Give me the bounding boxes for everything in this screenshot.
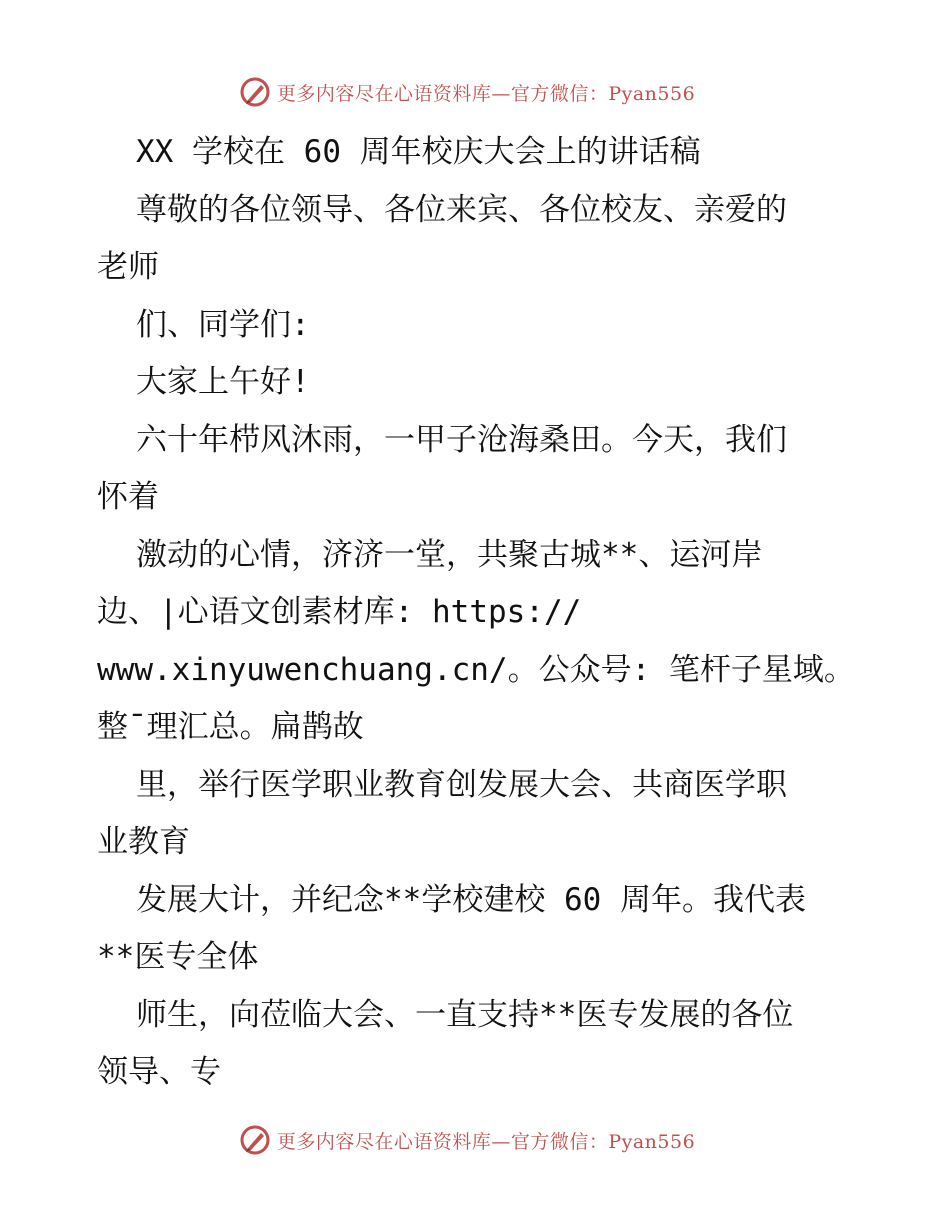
text-line: 边、|心语文创素材库: https://: [97, 594, 582, 630]
text-line: **医专全体: [97, 939, 259, 975]
pen-logo-icon: [239, 1124, 271, 1156]
text-line: 里，举行医学职业教育创发展大会、共商医学职: [136, 766, 787, 803]
footer-banner-content: [239, 1124, 695, 1156]
text-line: 们、同学们:: [136, 306, 310, 343]
footer-banner-text: 更多内容尽在心语资料库—官方微信：Pyan556: [276, 1130, 696, 1153]
text-line: 怀着: [97, 479, 159, 515]
text-line: 激动的心情，济济一堂，共聚古城**、运河岸: [136, 536, 763, 573]
text-line: 业教育: [97, 824, 190, 860]
text-line: 发展大计，并纪念**学校建校 60 周年。我代表: [136, 881, 806, 918]
header-banner-content: [239, 76, 695, 108]
text-line: 整¯理汇总。扁鹊故: [97, 709, 364, 745]
header-banner-text: 更多内容尽在心语资料库—官方微信：Pyan556: [276, 82, 696, 105]
text-line: 领导、专: [97, 1054, 221, 1090]
document-title: XX 学校在 60 周年校庆大会上的讲话稿: [136, 134, 701, 170]
pen-logo-icon: [239, 76, 271, 108]
text-line: 大家上午好!: [136, 364, 310, 400]
footer-banner: [0, 1120, 950, 1160]
text-line: 老师: [97, 249, 159, 285]
text-line: 师生，向莅临大会、一直支持**医专发展的各位: [136, 996, 794, 1033]
document-body: [97, 124, 857, 1102]
text-line: 尊敬的各位领导、各位来宾、各位校友、亲爱的: [136, 191, 787, 228]
text-line: www.xinyuwenchuang.cn/。公众号: 笔杆子星域。: [97, 651, 855, 688]
text-line: 六十年栉风沐雨，一甲子沧海桑田。今天，我们: [136, 421, 787, 458]
header-banner: [0, 72, 950, 112]
